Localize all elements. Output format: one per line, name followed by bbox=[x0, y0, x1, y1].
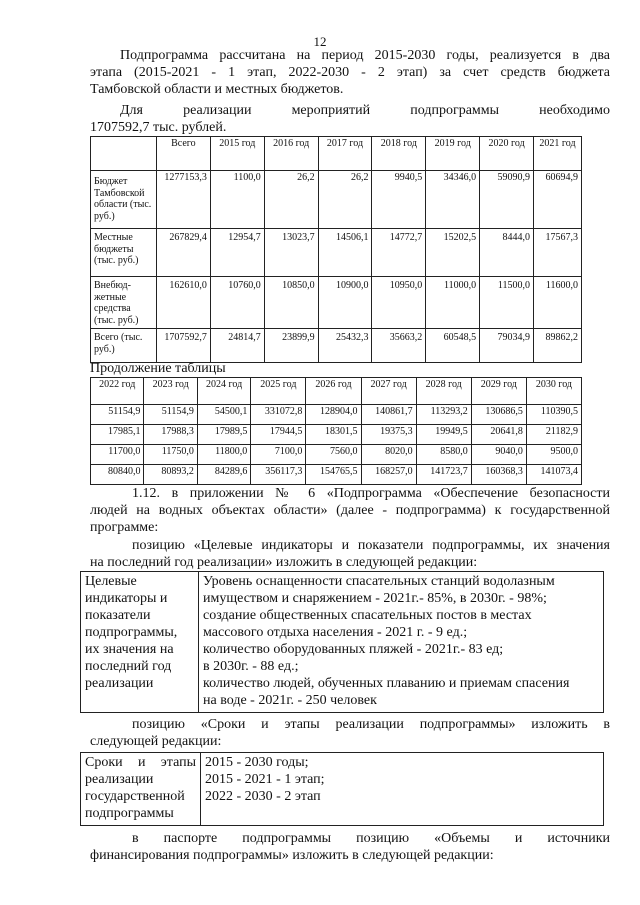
label-line: реализации bbox=[85, 772, 154, 787]
content-line: в 2030г. - 88 ед.; bbox=[203, 659, 299, 674]
row-label: Внебюд-жетные средства (тыс. руб.) bbox=[91, 277, 157, 329]
content-line: Уровень оснащенности спасательных станций водолазным bbox=[203, 574, 555, 589]
terms-content-cell bbox=[201, 753, 603, 825]
content-line: создание общественных спасательных постов в местах bbox=[203, 608, 532, 623]
table-cell: 84289,6 bbox=[197, 465, 250, 485]
table-cell: 17989,5 bbox=[197, 425, 250, 445]
table-cell: 160368,3 bbox=[471, 465, 526, 485]
table-cell: 11750,0 bbox=[144, 445, 197, 465]
table-cell: 1277153,3 bbox=[156, 171, 210, 229]
table-cell: 10850,0 bbox=[264, 277, 318, 329]
table-cell: 19949,5 bbox=[416, 425, 471, 445]
table-cell: 11800,0 bbox=[197, 445, 250, 465]
label-line: последний год bbox=[85, 659, 172, 674]
table-cell: 8020,0 bbox=[361, 445, 416, 465]
table-cell: 17985,1 bbox=[91, 425, 144, 445]
table-cell: 23899,9 bbox=[264, 329, 318, 363]
indicators-content-cell bbox=[199, 572, 603, 712]
funding-table bbox=[90, 136, 582, 363]
table-cell: 18301,5 bbox=[306, 425, 361, 445]
position-indicators-paragraph bbox=[90, 537, 610, 571]
table-cell: 25432,3 bbox=[318, 329, 372, 363]
passport-paragraph bbox=[90, 830, 610, 864]
table-cell: 331072,8 bbox=[251, 405, 306, 425]
content-line: 2015 - 2030 годы; bbox=[205, 755, 309, 770]
table-cell: 11700,0 bbox=[91, 445, 144, 465]
table-cell: 24814,7 bbox=[210, 329, 264, 363]
terms-box bbox=[80, 752, 604, 826]
position-terms-line-1: позицию «Сроки и этапы реализации подпрограммы» изложить в bbox=[132, 717, 610, 732]
position-terms-line-2: следующей редакции: bbox=[90, 734, 222, 749]
table-header-cell: 2018 год bbox=[372, 137, 426, 171]
page-number: 12 bbox=[313, 34, 327, 49]
label-line: подпрограммы, bbox=[85, 625, 178, 640]
table-cell: 9040,0 bbox=[471, 445, 526, 465]
table-cell: 1100,0 bbox=[210, 171, 264, 229]
item-1-12-paragraph bbox=[90, 485, 610, 536]
table-header-cell: 2016 год bbox=[264, 137, 318, 171]
table-cell: 13023,7 bbox=[264, 229, 318, 277]
label-line: подпрограммы bbox=[85, 806, 174, 821]
table-header-cell: 2026 год bbox=[306, 378, 361, 405]
table-cell: 80840,0 bbox=[91, 465, 144, 485]
table-header-row bbox=[91, 378, 582, 405]
table-header-cell: 2027 год bbox=[361, 378, 416, 405]
content-line: на воде - 2021г. - 250 человек bbox=[203, 693, 377, 708]
table-cell: 11000,0 bbox=[426, 277, 480, 329]
content-line: массового отдыха населения - 2021 г. - 9 ед.; bbox=[203, 625, 468, 640]
table-cell: 20641,8 bbox=[471, 425, 526, 445]
table-cell: 9940,5 bbox=[372, 171, 426, 229]
table-cell: 10760,0 bbox=[210, 277, 264, 329]
content-line: количество людей, обученных плаванию и приемам спасения bbox=[203, 676, 570, 691]
intro-line-3: Тамбовской области и местных бюджетов. bbox=[90, 82, 344, 97]
table-cell: 7560,0 bbox=[306, 445, 361, 465]
label-line: государственной bbox=[85, 789, 185, 804]
table-cell: 51154,9 bbox=[144, 405, 197, 425]
row-label: Местные бюджеты (тыс. руб.) bbox=[91, 229, 157, 277]
table-header-cell: 2028 год bbox=[416, 378, 471, 405]
table-cell: 60548,5 bbox=[426, 329, 480, 363]
position-terms-paragraph bbox=[90, 716, 610, 750]
table-header-cell: 2025 год bbox=[251, 378, 306, 405]
table-header-cell: 2029 год bbox=[471, 378, 526, 405]
table-cell: 140861,7 bbox=[361, 405, 416, 425]
table-cell: 21182,9 bbox=[526, 425, 581, 445]
table-cell: 113293,2 bbox=[416, 405, 471, 425]
table-cell: 51154,9 bbox=[91, 405, 144, 425]
table-row bbox=[91, 425, 582, 445]
table-cell: 141723,7 bbox=[416, 465, 471, 485]
word: мероприятий bbox=[291, 103, 371, 118]
terms-label-cell bbox=[81, 753, 201, 825]
table-header-row bbox=[91, 137, 582, 171]
table-cell: 79034,9 bbox=[480, 329, 534, 363]
word: подпрограммы bbox=[410, 103, 500, 118]
row-label: Бюджет Тамбовской области (тыс. руб.) bbox=[91, 171, 157, 229]
content-line: количество оборудованных пляжей - 2021г.- 83 ед; bbox=[203, 642, 504, 657]
table-cell: 12954,7 bbox=[210, 229, 264, 277]
table-row bbox=[91, 229, 582, 277]
passport-line-2: финансирования подпрограммы» изложить в следующей редакции: bbox=[90, 848, 494, 863]
label-line: Сроки и этапы bbox=[85, 755, 196, 770]
indicators-label-cell bbox=[81, 572, 199, 712]
funding-need-paragraph bbox=[90, 102, 610, 136]
table-header-cell: 2024 год bbox=[197, 378, 250, 405]
intro-line-2: этапа (2015-2021 - 1 этап, 2022-2030 - 2 этап) за счет средств бюджета bbox=[90, 65, 610, 80]
table-cell: 19375,3 bbox=[361, 425, 416, 445]
funding-need-line-1 bbox=[90, 102, 610, 119]
table-header-cell: 2020 год bbox=[480, 137, 534, 171]
position-indicators-line-2: на последний год реализации» изложить в следующей редакции: bbox=[90, 555, 478, 570]
table-header-cell: Всего bbox=[156, 137, 210, 171]
table-cell: 7100,0 bbox=[251, 445, 306, 465]
row-label: Всего (тыс. руб.) bbox=[91, 329, 157, 363]
table-cell: 162610,0 bbox=[156, 277, 210, 329]
label-line: показатели bbox=[85, 608, 151, 623]
table-cell: 26,2 bbox=[264, 171, 318, 229]
table-header-cell: 2019 год bbox=[426, 137, 480, 171]
intro-line-1: Подпрограмма рассчитана на период 2015-2030 годы, реализуется в два bbox=[120, 48, 610, 63]
table-cell: 35663,2 bbox=[372, 329, 426, 363]
funding-need-line-2: 1707592,7 тыс. рублей. bbox=[90, 120, 227, 135]
table-cell: 17944,5 bbox=[251, 425, 306, 445]
table-cell: 17567,3 bbox=[534, 229, 582, 277]
label-line: Целевые bbox=[85, 574, 137, 589]
table-row bbox=[91, 465, 582, 485]
table-cell: 154765,5 bbox=[306, 465, 361, 485]
table-header-cell: 2023 год bbox=[144, 378, 197, 405]
table-cell: 110390,5 bbox=[526, 405, 581, 425]
table-cell: 59090,9 bbox=[480, 171, 534, 229]
label-line: их значения на bbox=[85, 642, 174, 657]
content-line: имуществом и снаряжением - 2021г.- 85%, в 2030г. - 98%; bbox=[203, 591, 547, 606]
table-row bbox=[91, 329, 582, 363]
position-indicators-line-1: позицию «Целевые индикаторы и показатели подпрограммы, их значения bbox=[132, 538, 610, 553]
item-1-12-line-1: 1.12. в приложении № 6 «Подпрограмма «Обеспечение безопасности bbox=[132, 486, 610, 501]
table-cell: 168257,0 bbox=[361, 465, 416, 485]
table-cell: 89862,2 bbox=[534, 329, 582, 363]
table-cell: 60694,9 bbox=[534, 171, 582, 229]
word: Для bbox=[120, 103, 143, 118]
item-1-12-line-2: людей на водных объектах области» (далее - подпрограмма) к государственной bbox=[90, 503, 610, 518]
table-cell: 8580,0 bbox=[416, 445, 471, 465]
word: необходимо bbox=[539, 103, 610, 118]
funding-table-continued bbox=[90, 377, 582, 485]
table-header-cell: 2022 год bbox=[91, 378, 144, 405]
content-line: 2022 - 2030 - 2 этап bbox=[205, 789, 321, 804]
table-header-cell: 2021 год bbox=[534, 137, 582, 171]
table-row bbox=[91, 171, 582, 229]
table-header-cell: 2015 год bbox=[210, 137, 264, 171]
table-cell: 356117,3 bbox=[251, 465, 306, 485]
table-cell: 9500,0 bbox=[526, 445, 581, 465]
table-cell: 10950,0 bbox=[372, 277, 426, 329]
word: реализации bbox=[183, 103, 252, 118]
content-line: 2015 - 2021 - 1 этап; bbox=[205, 772, 325, 787]
table-cell: 14506,1 bbox=[318, 229, 372, 277]
table-cell: 80893,2 bbox=[144, 465, 197, 485]
label-line: реализации bbox=[85, 676, 154, 691]
table-cell: 128904,0 bbox=[306, 405, 361, 425]
label-line: индикаторы и bbox=[85, 591, 168, 606]
table-cell: 267829,4 bbox=[156, 229, 210, 277]
table-row bbox=[91, 405, 582, 425]
indicators-box bbox=[80, 571, 604, 713]
table-cell: 8444,0 bbox=[480, 229, 534, 277]
table-header-cell: 2030 год bbox=[526, 378, 581, 405]
table-row bbox=[91, 277, 582, 329]
table-row bbox=[91, 445, 582, 465]
table-cell: 10900,0 bbox=[318, 277, 372, 329]
table-cell: 54500,1 bbox=[197, 405, 250, 425]
table-cell: 11500,0 bbox=[480, 277, 534, 329]
passport-line-1: в паспорте подпрограммы позицию «Объемы и источники bbox=[132, 831, 610, 846]
table-cell: 1707592,7 bbox=[156, 329, 210, 363]
table-cell: 11600,0 bbox=[534, 277, 582, 329]
table-cell: 141073,4 bbox=[526, 465, 581, 485]
table-cell: 130686,5 bbox=[471, 405, 526, 425]
table-cell: 34346,0 bbox=[426, 171, 480, 229]
table-cell: 26,2 bbox=[318, 171, 372, 229]
item-1-12-line-3: программе: bbox=[90, 520, 159, 535]
table-cell: 17988,3 bbox=[144, 425, 197, 445]
table-cell: 14772,7 bbox=[372, 229, 426, 277]
table-header-cell: 2017 год bbox=[318, 137, 372, 171]
table-cell: 15202,5 bbox=[426, 229, 480, 277]
table-header-cell bbox=[91, 137, 157, 171]
table-continuation-title: Продолжение таблицы bbox=[90, 361, 226, 376]
intro-paragraph bbox=[90, 47, 610, 98]
